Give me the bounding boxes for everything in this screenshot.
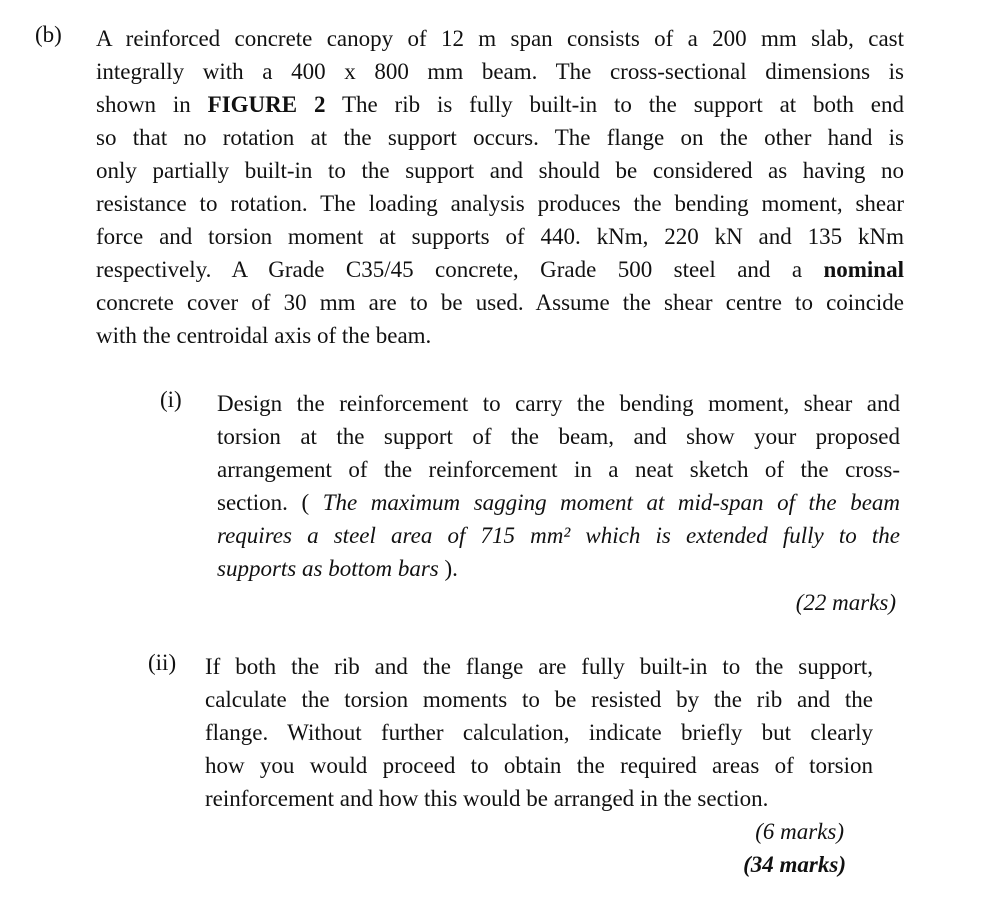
paragraph-line	[217, 519, 900, 552]
paragraph-line	[96, 121, 904, 154]
text-segment: shown in	[96, 92, 208, 117]
total-marks-text: (34 marks)	[743, 852, 846, 877]
text-segment: integrally with a 400 x 800 mm beam. The cross-sectional dimensions is	[96, 59, 904, 84]
paragraph-line	[96, 88, 904, 121]
text-segment: section. (	[217, 490, 310, 515]
text-segment: respectively. A Grade C35/45 concrete, Grade 500 steel and a	[96, 257, 824, 282]
text-segment: how you would proceed to obtain the required areas of torsion	[205, 753, 873, 778]
paragraph-line	[217, 453, 900, 486]
text-segment: reinforcement and how this would be arranged in the section.	[205, 786, 769, 811]
text-segment: A reinforced concrete canopy of 12 m span consists of a 200 mm slab, cast	[96, 26, 904, 51]
italic-note: supports as bottom bars	[217, 556, 439, 581]
bold-term: nominal	[823, 257, 904, 282]
text-segment: ).	[444, 556, 458, 581]
text-segment: only partially built-in to the support and should be considered as having no	[96, 158, 904, 183]
figure-reference: FIGURE 2	[207, 92, 326, 117]
paragraph-line	[96, 286, 904, 319]
paragraph-line	[96, 154, 904, 187]
paragraph-line	[205, 782, 873, 815]
paragraph-line	[205, 716, 873, 749]
paragraph-line	[217, 420, 900, 453]
paragraph-line	[217, 387, 900, 420]
paragraph-line	[96, 187, 904, 220]
paragraph-line	[96, 55, 904, 88]
text-segment: If both the rib and the flange are fully built-in to the support,	[205, 654, 873, 679]
paragraph-line	[217, 486, 900, 519]
text-segment: so that no rotation at the support occurs. The flange on the other hand is	[96, 125, 904, 150]
paragraph-line	[217, 552, 900, 585]
paragraph-line	[205, 683, 873, 716]
part-i-label: (i)	[160, 387, 182, 412]
text-segment: flange. Without further calculation, indicate briefly but clearly	[205, 720, 873, 745]
total-marks	[743, 848, 846, 881]
paragraph-line	[96, 319, 904, 352]
marks-text: (6 marks)	[755, 819, 844, 844]
text-segment: concrete cover of 30 mm are to be used. Assume the shear centre to coincide	[96, 290, 904, 315]
part-ii-marks	[755, 815, 844, 848]
part-i-marks	[796, 586, 896, 619]
text-segment: with the centroidal axis of the beam.	[96, 323, 432, 348]
text-segment: arrangement of the reinforcement in a neat sketch of the cross-	[217, 457, 900, 482]
paragraph-line	[205, 650, 873, 683]
paragraph-line	[96, 22, 904, 55]
text-segment: The rib is fully built-in to the support at both end	[341, 92, 905, 117]
text-segment: Design the reinforcement to carry the bending moment, shear and	[217, 391, 900, 416]
part-ii-label: (ii)	[148, 650, 177, 675]
paragraph-line	[96, 220, 904, 253]
text-segment: calculate the torsion moments to be resisted by the rib and the	[205, 687, 873, 712]
paragraph-line	[205, 749, 873, 782]
text-segment: torsion at the support of the beam, and show your proposed	[217, 424, 900, 449]
italic-note: requires a steel area of 715 mm² which is extended fully to the	[217, 523, 900, 548]
question-label: (b)	[35, 22, 62, 47]
italic-note: The maximum sagging moment at mid-span of the beam	[322, 490, 901, 515]
marks-text: (22 marks)	[795, 590, 896, 615]
text-segment: resistance to rotation. The loading analysis produces the bending moment, shear	[96, 191, 904, 216]
paragraph-line	[96, 253, 904, 286]
text-segment: force and torsion moment at supports of 440. kNm, 220 kN and 135 kNm	[96, 224, 904, 249]
